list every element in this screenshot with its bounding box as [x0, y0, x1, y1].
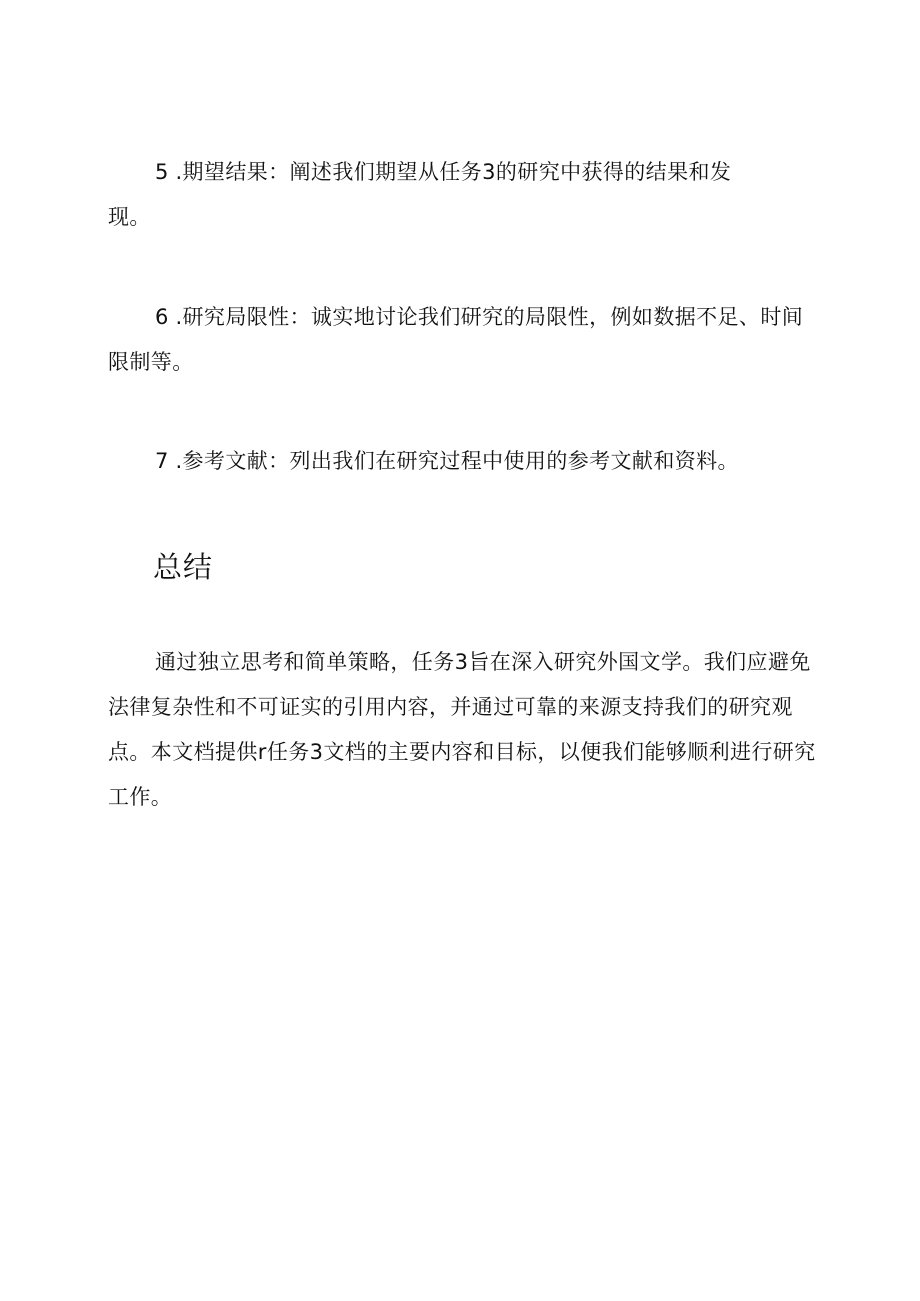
list-item-number: 6 — [155, 305, 169, 329]
list-item-text: .参考文献：列出我们在研究过程中使用的参考文献和资料。 — [175, 449, 739, 473]
list-item-text: .期望结果：阐述我们期望从任务3的研究中获得的结果和发现。 — [108, 160, 732, 229]
summary-paragraph: 通过独立思考和简单策略，任务3旨在深入研究外国文学。我们应避免法律复杂性和不可证实的引用内容，并通过可靠的来源支持我们的研究观点。本文档提供r任务3文档的主要内容和目标，以便我们能够顺利进行研究工作。 — [108, 650, 816, 809]
list-item-text: .研究局限性：诚实地讨论我们研究的局限性，例如数据不足、时间限制等。 — [108, 305, 804, 374]
list-item-number: 5 — [155, 160, 169, 184]
list-item-references — [108, 439, 820, 484]
list-item-limitations — [108, 295, 820, 385]
section-heading-summary: 总结 — [153, 550, 214, 584]
list-item-expected-results — [108, 150, 748, 240]
list-item-number: 7 — [155, 449, 169, 473]
